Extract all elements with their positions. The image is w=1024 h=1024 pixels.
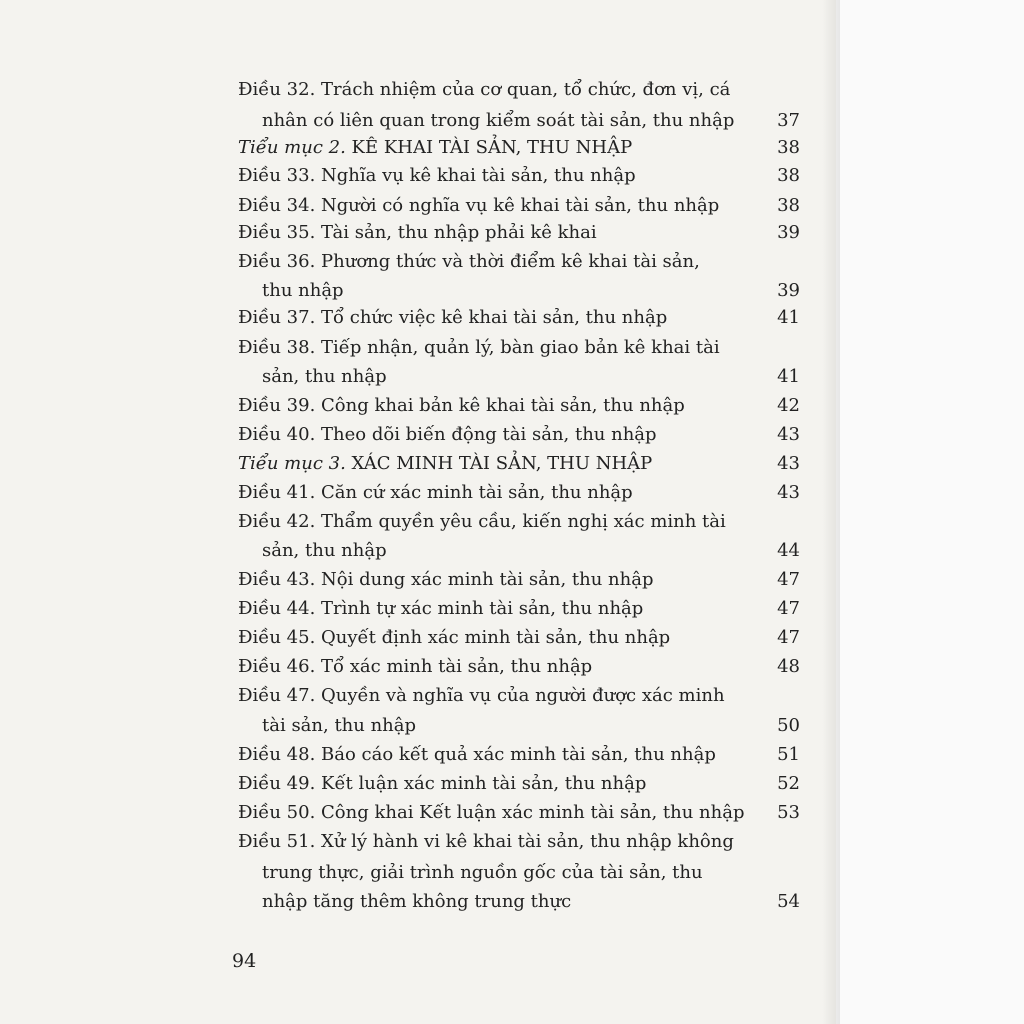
toc-entry-title: Điều 40. Theo dõi biến động tài sản, thu nhập — [238, 424, 657, 445]
toc-entry — [238, 654, 800, 680]
toc-entry-page: 38 — [777, 195, 800, 216]
toc-entry-page: 41 — [777, 307, 800, 328]
toc-subsection-heading — [238, 135, 800, 161]
page-margin — [836, 0, 1024, 1024]
toc-entry — [238, 625, 800, 651]
toc-entry-page: 41 — [777, 366, 800, 387]
toc-entry-title: nhập tăng thêm không trung thực — [262, 891, 572, 912]
toc-subsection-lead: Tiểu mục 2. — [238, 137, 346, 158]
toc-entry — [238, 829, 800, 855]
toc-subsection-heading — [238, 451, 800, 477]
toc-entry-title: thu nhập — [262, 280, 344, 301]
toc-entry-title: nhân có liên quan trong kiểm soát tài sản, thu nhập — [262, 110, 735, 131]
toc-entry — [238, 305, 800, 331]
toc-entry-page: 48 — [777, 656, 800, 677]
toc-entry-title: Điều 34. Người có nghĩa vụ kê khai tài sản, thu nhập — [238, 195, 720, 216]
toc-entry-page: 47 — [777, 627, 800, 648]
toc-entry — [262, 713, 800, 739]
toc-entry-title: Điều 51. Xử lý hành vi kê khai tài sản, thu nhập không — [238, 831, 734, 852]
toc-entry — [238, 77, 800, 103]
toc-entry-title: Điều 44. Trình tự xác minh tài sản, thu nhập — [238, 598, 644, 619]
toc-entry-title: Điều 46. Tổ xác minh tài sản, thu nhập — [238, 656, 593, 677]
toc-entry — [238, 509, 800, 535]
toc-entry-page: 54 — [777, 891, 800, 912]
toc-entry-title: Điều 32. Trách nhiệm của cơ quan, tổ chức, đơn vị, cá — [238, 79, 731, 100]
toc-entry-page: 44 — [777, 540, 800, 561]
toc-entry-title: Điều 41. Căn cứ xác minh tài sản, thu nhập — [238, 482, 633, 503]
toc-entry-page: 43 — [777, 482, 800, 503]
toc-entry — [238, 193, 800, 219]
toc-entry — [238, 249, 800, 275]
toc-entry — [262, 538, 800, 564]
toc-entry-title: Điều 47. Quyền và nghĩa vụ của người được xác minh — [238, 685, 725, 706]
toc-entry-title: XÁC MINH TÀI SẢN, THU NHẬP — [351, 453, 653, 474]
toc-entry-page: 43 — [777, 453, 800, 474]
toc-entry — [262, 108, 800, 134]
toc-entry-title: Điều 48. Báo cáo kết quả xác minh tài sản, thu nhập — [238, 744, 716, 765]
toc-entry — [238, 220, 800, 246]
toc-entry — [262, 278, 800, 304]
toc-entry-page: 42 — [777, 395, 800, 416]
toc-entry-page: 52 — [777, 773, 800, 794]
toc-entry-page: 47 — [777, 598, 800, 619]
toc-entry — [238, 480, 800, 506]
toc-entry-title: Điều 50. Công khai Kết luận xác minh tài sản, thu nhập — [238, 802, 745, 823]
toc-entry — [262, 860, 800, 886]
toc-entry-page: 38 — [777, 165, 800, 186]
toc-entry-title: trung thực, giải trình nguồn gốc của tài sản, thu — [262, 862, 703, 883]
toc-entry-page: 39 — [777, 222, 800, 243]
toc-entry-page: 50 — [777, 715, 800, 736]
toc-entry-title: Điều 42. Thẩm quyền yêu cầu, kiến nghị xác minh tài — [238, 511, 726, 532]
toc-entry-page: 39 — [777, 280, 800, 301]
toc-entry-page: 37 — [777, 110, 800, 131]
toc-entry — [238, 335, 800, 361]
toc-entry — [262, 889, 800, 915]
toc-entry — [238, 163, 800, 189]
toc-entry-title: Điều 36. Phương thức và thời điểm kê khai tài sản, — [238, 251, 700, 272]
toc-entry — [238, 393, 800, 419]
toc-entry-page: 43 — [777, 424, 800, 445]
toc-entry-title: Điều 37. Tổ chức việc kê khai tài sản, thu nhập — [238, 307, 668, 328]
toc-entry — [238, 596, 800, 622]
toc-entry-title: Điều 35. Tài sản, thu nhập phải kê khai — [238, 222, 597, 243]
toc-entry-page: 47 — [777, 569, 800, 590]
toc-entry-title: Điều 45. Quyết định xác minh tài sản, thu nhập — [238, 627, 671, 648]
toc-entry-page: 53 — [777, 802, 800, 823]
page-number: 94 — [232, 950, 257, 972]
toc-entry-title: Điều 49. Kết luận xác minh tài sản, thu nhập — [238, 773, 647, 794]
toc-subsection-lead: Tiểu mục 3. — [238, 453, 346, 474]
toc-entry-title: KÊ KHAI TÀI SẢN, THU NHẬP — [351, 137, 633, 158]
toc-entry-title: Điều 43. Nội dung xác minh tài sản, thu nhập — [238, 569, 654, 590]
toc-entry — [238, 800, 800, 826]
toc-entry-title: Điều 38. Tiếp nhận, quản lý, bàn giao bản kê khai tài — [238, 337, 720, 358]
toc-entry — [238, 567, 800, 593]
toc-entry — [238, 422, 800, 448]
toc-entry-title: Điều 33. Nghĩa vụ kê khai tài sản, thu nhập — [238, 165, 636, 186]
toc-entry-page: 51 — [777, 744, 800, 765]
toc-entry-title: tài sản, thu nhập — [262, 715, 417, 736]
toc-entry — [238, 683, 800, 709]
toc-entry-title: sản, thu nhập — [262, 540, 387, 561]
toc-entry — [238, 742, 800, 768]
toc-entry-page: 38 — [777, 137, 800, 158]
toc-entry-title: sản, thu nhập — [262, 366, 387, 387]
toc-entry — [262, 364, 800, 390]
toc-entry — [238, 771, 800, 797]
toc-entry-title: Điều 39. Công khai bản kê khai tài sản, thu nhập — [238, 395, 685, 416]
